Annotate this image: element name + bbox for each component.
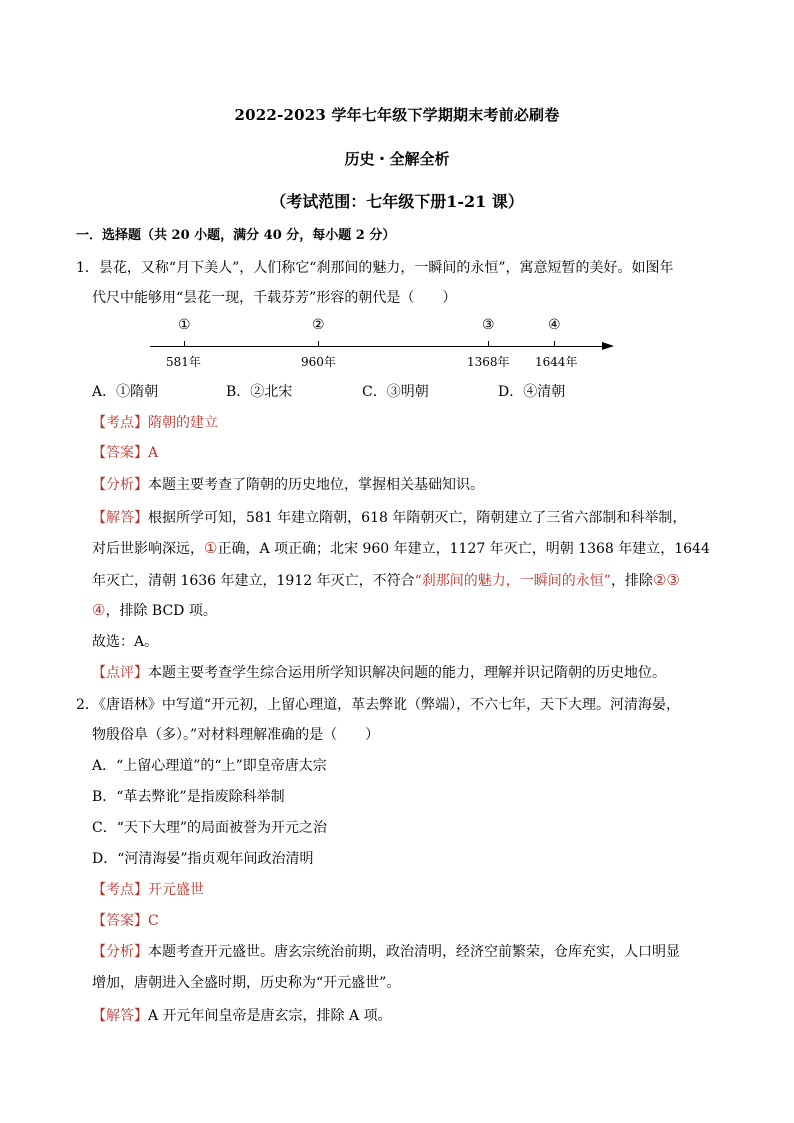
q2-analysis-line2: 增加，唐朝进入全盛时期，历史称为“开元盛世”。 <box>92 975 401 991</box>
timeline-year-1644: 1644年 <box>535 355 578 369</box>
analysis-tag: 【分析】 <box>92 477 148 493</box>
timeline-tick <box>488 341 489 347</box>
q1-solution-text-3c: ，排除 <box>610 573 653 589</box>
q1-stem-line2: 代尺中能够用“昙花一现，千载芬芳”形容的朝代是（ ） <box>92 290 457 306</box>
q1-solution-text-4b: ，排除 BCD 项。 <box>105 603 217 619</box>
q1-option-b: B．②北宋 <box>226 384 293 400</box>
q1-option-d: D．④清朝 <box>498 384 566 400</box>
q1-stem-line1: 1．昙花，又称“月下美人”，人们称它“刹那间的魅力，一瞬间的永恒”，寓意短暂的美好。如图年 <box>76 260 674 276</box>
q2-option-a: A．“上留心理道”的“上”即皇帝唐太宗 <box>92 758 327 774</box>
q1-choose: 故选：A。 <box>92 634 159 650</box>
kaodian-tag: 【考点】 <box>92 882 148 898</box>
q2-kaodian <box>92 880 204 900</box>
q1-comment <box>92 663 666 683</box>
timeline-figure <box>150 313 630 373</box>
q2-answer <box>92 911 159 931</box>
q1-answer-value: A <box>148 445 159 461</box>
comment-tag: 【点评】 <box>92 665 148 681</box>
answer-tag: 【答案】 <box>92 913 148 929</box>
q2-option-b: B．“革去弊讹”是指废除科举制 <box>92 789 285 805</box>
q2-stem-line1: 2．《唐语林》中写道“开元初，上留心理道，革去弊讹（弊端），不六七年，天下大理。河清海晏， <box>76 697 681 713</box>
page-subtitle: 历史・全解全析 <box>344 150 450 168</box>
timeline-mark-3: ③ <box>482 317 495 333</box>
q1-solution-text-1: 根据所学可知，581 年建立隋朝，618 年隋朝灭亡，隋朝建立了三省六部制和科举制， <box>148 510 687 526</box>
q1-option-c: C．③明朝 <box>362 384 429 400</box>
q1-solution-line4 <box>92 600 217 621</box>
q1-answer <box>92 443 158 463</box>
timeline-year-581: 581年 <box>166 355 201 369</box>
solution-tag: 【解答】 <box>92 1008 148 1024</box>
q1-kaodian-value: 隋朝的建立 <box>148 415 218 431</box>
q1-solution-mark-4: ④ <box>92 601 106 619</box>
timeline-mark-2: ② <box>312 317 325 333</box>
q1-solution-mark-1: ① <box>204 539 218 557</box>
q2-option-c: C．“天下大理”的局面被誉为开元之治 <box>92 820 328 836</box>
q1-option-a: A．①隋朝 <box>92 384 159 400</box>
q2-answer-value: C <box>148 913 159 929</box>
timeline-mark-4: ④ <box>548 317 561 333</box>
q2-analysis-line1 <box>92 942 680 962</box>
q1-kaodian <box>92 413 218 433</box>
timeline-tick <box>184 341 185 347</box>
q1-solution-line3 <box>92 570 680 591</box>
exam-scope: （考试范围：七年级下册1-21 课） <box>270 192 524 211</box>
q2-stem-line2: 物殷俗阜（多）。”对材料理解准确的是（ ） <box>92 727 380 743</box>
q1-solution-line1 <box>92 508 686 528</box>
timeline-year-1368: 1368年 <box>467 355 510 369</box>
q1-solution-mark-23: ②③ <box>652 571 680 589</box>
timeline-tick <box>318 341 319 347</box>
q2-solution <box>92 1006 392 1026</box>
page-title: 2022-2023 学年七年级下学期期末考前必刷卷 <box>234 106 560 124</box>
q1-analysis <box>92 475 484 495</box>
timeline-arrow-icon <box>602 342 614 350</box>
q2-kaodian-value: 开元盛世 <box>148 882 204 898</box>
q1-solution-line2 <box>92 538 710 559</box>
section-heading: 一．选择题（共 20 小题，满分 40 分，每小题 2 分） <box>76 228 396 243</box>
timeline-mark-1: ① <box>178 317 191 333</box>
q2-option-d: D．“河清海晏”指贞观年间政治清明 <box>92 851 314 867</box>
q1-solution-text-2a: 对后世影响深远， <box>92 541 204 557</box>
solution-tag: 【解答】 <box>92 510 148 526</box>
timeline-tick <box>554 341 555 347</box>
q1-solution-text-3a: 年灭亡，清朝 1636 年建立，1912 年灭亡，不符合 <box>92 573 415 589</box>
kaodian-tag: 【考点】 <box>92 415 148 431</box>
q2-analysis-text-1: 本题考查开元盛世。唐玄宗统治前期，政治清明，经济空前繁荣，仓库充实，人口明显 <box>148 944 680 960</box>
q1-comment-text: 本题主要考查学生综合运用所学知识解决问题的能力，理解并识记隋朝的历史地位。 <box>148 665 666 681</box>
timeline-axis <box>150 346 605 347</box>
analysis-tag: 【分析】 <box>92 944 148 960</box>
q1-analysis-text: 本题主要考查了隋朝的历史地位，掌握相关基础知识。 <box>148 477 484 493</box>
q2-solution-text: A 开元年间皇帝是唐玄宗，排除 A 项。 <box>148 1008 392 1024</box>
q1-solution-quote: “刹那间的魅力，一瞬间的永恒” <box>414 573 611 589</box>
timeline-year-960: 960年 <box>301 355 336 369</box>
answer-tag: 【答案】 <box>92 445 148 461</box>
q1-solution-text-2c: 正确，A 项正确；北宋 960 年建立，1127 年灭亡，明朝 1368 年建立，1644 <box>217 541 710 557</box>
